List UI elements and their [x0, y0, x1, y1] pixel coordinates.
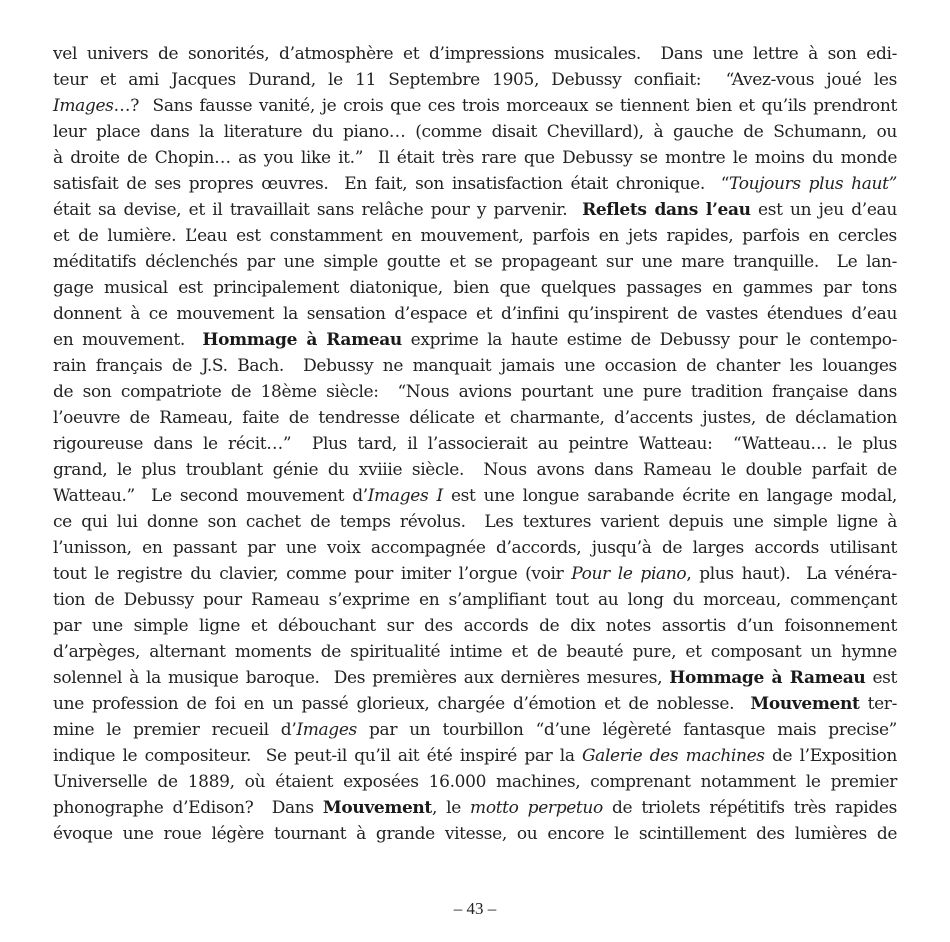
text-span: ter- — [859, 694, 897, 714]
text-span: évoque une roue légère tournant à grande vitesse, ou encore le scintillement des lumières de — [53, 824, 898, 844]
text-line — [53, 327, 897, 353]
text-line — [53, 223, 897, 249]
text-span: , plus haut). La vénéra- — [686, 564, 897, 584]
text-line — [53, 769, 897, 795]
text-span: et de lumière. L’eau est constamment en mouvement, parfois en jets rapides, parfois en cercles — [53, 226, 897, 246]
text-span: satisfait de ses propres œuvres. En fait, son insatisfaction était chronique. “ — [53, 174, 730, 194]
text-line — [53, 509, 897, 535]
text-line — [53, 743, 897, 769]
text-span: …? Sans fausse vanité, je crois que ces trois morceaux se tiennent bien et qu’ils prendront — [113, 96, 897, 116]
text-span: Universelle de 1889, où étaient exposées 16.000 machines, comprenant notamment le premier — [53, 772, 897, 792]
text-span: de son compatriote de 18ème siècle: “Nous avions pourtant une pure tradition française dans — [53, 382, 897, 402]
text-span: l’unisson, en passant par une voix accompagnée d’accords, jusqu’à de larges accords utilisant — [53, 538, 898, 558]
text-line — [53, 41, 897, 67]
italic-text: Images — [296, 720, 357, 740]
text-span: mine le premier recueil d’ — [53, 720, 297, 740]
text-line — [53, 353, 897, 379]
text-span: est une longue sarabande écrite en langage modal, — [442, 486, 897, 506]
text-span: est — [865, 668, 898, 688]
text-span: de l’Exposition — [764, 746, 897, 766]
text-span: exprime la haute estime de Debussy pour le contempo- — [401, 330, 898, 350]
text-line — [53, 457, 897, 483]
bold-title: Reflets dans l’eau — [582, 200, 751, 220]
text-span: solennel à la musique baroque. Des premières aux dernières mesures, — [53, 668, 670, 688]
text-span: l’oeuvre de Rameau, faite de tendresse délicate et charmante, d’accents justes, de déclamation — [53, 408, 897, 428]
text-line — [53, 691, 897, 717]
text-line — [53, 119, 897, 145]
text-line — [53, 405, 897, 431]
bold-title: Mouvement — [322, 798, 432, 818]
italic-text: Galerie des machines — [581, 746, 765, 766]
text-span: méditatifs déclenchés par une simple goutte et se propageant sur une mare tranquille. Le lan- — [53, 252, 898, 272]
text-span: leur place dans la literature du piano… (comme disait Chevillard), à gauche de Schumann, ou — [53, 122, 897, 142]
text-span: donnent à ce mouvement la sensation d’espace et d’infini qu’inspirent de vastes étendues d’eau — [53, 304, 898, 324]
text-line — [53, 665, 897, 691]
text-span: indique le compositeur. Se peut-il qu’il ait été inspiré par la — [53, 746, 582, 766]
document-page — [53, 41, 897, 847]
text-span: vel univers de sonorités, d’atmosphère et d’impressions musicales. Dans une lettre à son edi- — [53, 44, 898, 64]
text-line — [53, 821, 897, 847]
text-line — [53, 301, 897, 327]
text-line — [53, 249, 897, 275]
bold-title: Hommage à Rameau — [202, 330, 402, 350]
page-number: – 43 – — [453, 899, 497, 918]
text-span: tion de Debussy pour Rameau s’exprime en s’amplifiant tout au long du morceau, commençant — [53, 590, 897, 610]
text-span: gage musical est principalement diatonique, bien que quelques passages en gammes par tons — [53, 278, 897, 298]
text-span: Watteau.” Le second mouvement d’ — [53, 486, 368, 506]
text-span: à droite de Chopin… as you like it.” Il était très rare que Debussy se montre le moins du monde — [53, 148, 898, 168]
text-span: d’arpèges, alternant moments de spiritualité intime et de beauté pure, et composant un hymne — [53, 642, 897, 662]
text-line — [53, 587, 897, 613]
text-span: grand, le plus troublant génie du xviiie siècle. Nous avons dans Rameau le double parfait de — [53, 460, 897, 480]
text-line — [53, 93, 897, 119]
bold-title: Mouvement — [750, 694, 860, 714]
text-span: en mouvement. — [53, 330, 203, 350]
text-span: par une simple ligne et débouchant sur des accords de dix notes assortis d’un foisonnement — [53, 616, 897, 636]
text-line — [53, 561, 897, 587]
italic-text: Images — [53, 96, 114, 116]
body-text — [53, 41, 897, 847]
text-line — [53, 795, 897, 821]
text-line — [53, 613, 897, 639]
text-line — [53, 379, 897, 405]
text-line — [53, 717, 897, 743]
italic-text: Pour le piano — [571, 564, 687, 584]
text-span: rigoureuse dans le récit…” Plus tard, il l’associerait au peintre Watteau: “Watteau… le plus — [53, 434, 898, 454]
text-span: rain français de J.S. Bach. Debussy ne manquait jamais une occasion de chanter les louanges — [53, 356, 897, 376]
text-span: tout le registre du clavier, comme pour imiter l’orgue (voir — [53, 564, 572, 584]
text-line — [53, 535, 897, 561]
text-line — [53, 67, 897, 93]
text-line — [53, 145, 897, 171]
text-span: teur et ami Jacques Durand, le 11 Septembre 1905, Debussy confiait: “Avez-vous joué les — [53, 70, 897, 90]
italic-text: motto perpetuo — [470, 798, 603, 818]
text-span: par un tourbillon “d’une légèreté fantasque mais precise” — [356, 720, 898, 740]
text-line — [53, 483, 897, 509]
text-span: ce qui lui donne son cachet de temps révolus. Les textures varient depuis une simple ligne à — [53, 512, 898, 532]
text-span: de triolets répétitifs très rapides — [602, 798, 897, 818]
bold-title: Hommage à Rameau — [669, 668, 866, 688]
text-line — [53, 171, 897, 197]
text-line — [53, 431, 897, 457]
text-line — [53, 275, 897, 301]
text-span: est un jeu d’eau — [750, 200, 897, 220]
italic-text: Images I — [367, 486, 443, 506]
text-line — [53, 197, 897, 223]
text-span: était sa devise, et il travaillait sans relâche pour y parvenir. — [53, 200, 583, 220]
italic-text: Toujours plus haut” — [729, 174, 897, 194]
text-line — [53, 639, 897, 665]
text-span: une profession de foi en un passé glorieux, chargée d’émotion et de noblesse. — [53, 694, 751, 714]
text-span: , le — [431, 798, 471, 818]
text-span: phonographe d’Edison? Dans — [53, 798, 323, 818]
